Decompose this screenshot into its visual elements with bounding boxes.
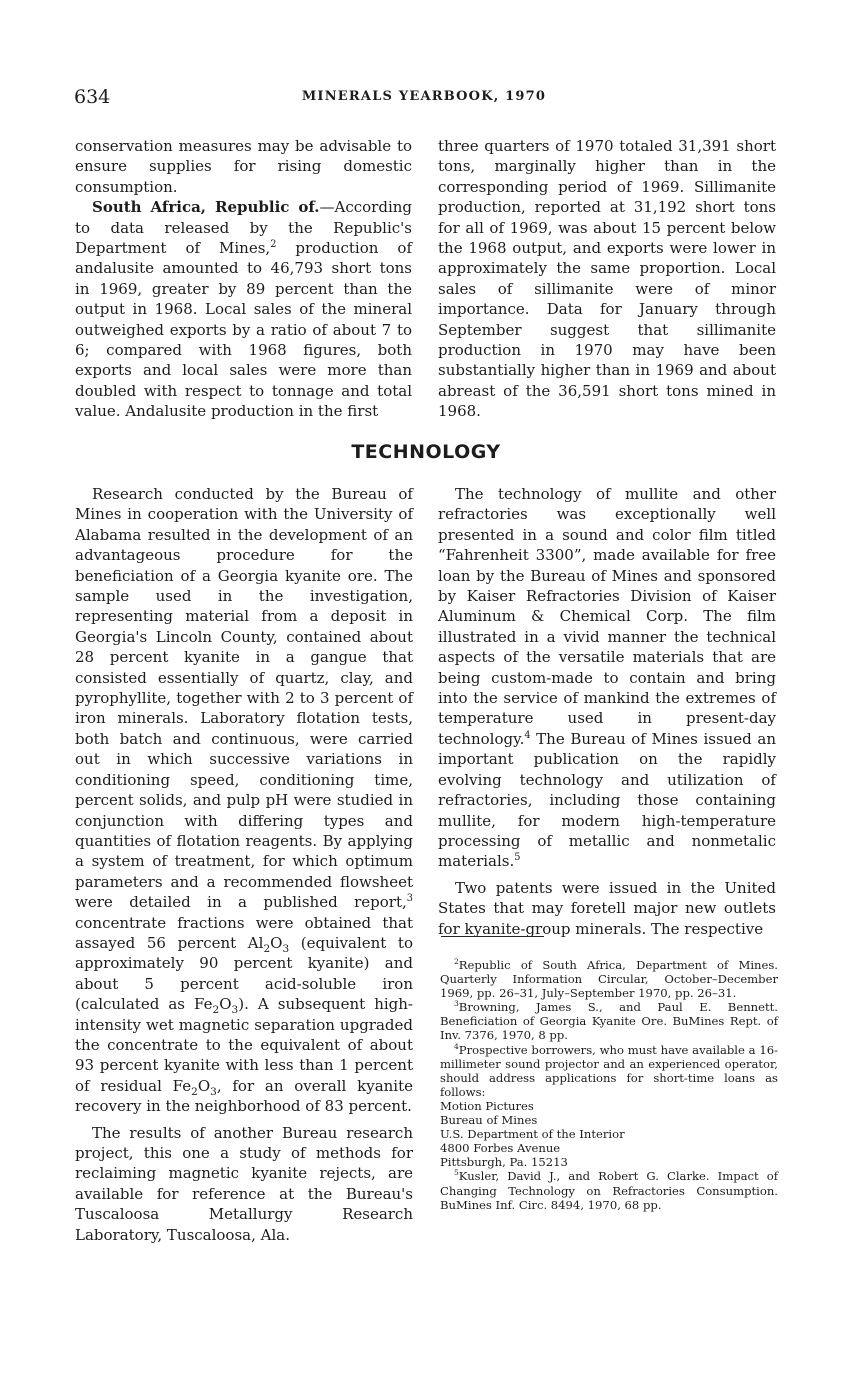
page-number: 634 [74,86,111,108]
paragraph: conservation measures may be advisable to ensure supplies for rising domestic consumption. [75,137,412,196]
paragraph-research: Research conducted by the Bureau of Mines in cooperation with the University of Alabama resulted in the development of an advantageous procedure for the beneficiation of a Georgia kyanite ore. The sample used in the investigation, representing material from a deposit in Georgia's Lincoln County, contained about 28 percent kyanite in a gangue that consisted essentially of quartz, clay, and pyrophyllite, together with 2 to 3 percent of iron minerals. Laboratory flotation tests, both batch and continuous, were carried out in which successive variations in conditioning speed, conditioning time, percent solids, and pulp pH were studied in conjunction with differing types and quantities of flotation reagents. By applying a system of treatment, for which optimum parameters and a recommended flowsheet were detailed in a published report,$^3$ concentrate fractions were obtained that assayed 56 percent $Al_2O_3$ (equivalent to approximately 90 percent kyanite) and about 5 percent acid-soluble iron (calculated as $Fe_2O_3$). A subsequent high-intensity wet magnetic separation upgraded the concentrate to the equivalent of about 93 percent kyanite with less than 1 percent of residual $Fe_2O_3$, for an overall kyanite recovery in the neighborhood of 83 percent. [75,485,413,1116]
address-line: Bureau of Mines [440,1113,538,1128]
footnote-rule [441,936,544,937]
top-left-column [75,136,412,422]
footnote-5: $^5$Kusler, David J., and Robert G. Clarke. Impact of Changing Technology on Refractories Consumption. BuMines Inf. Circ. 8494, 1970, 68 pp. [440,1168,778,1212]
section-heading: TECHNOLOGY [351,441,501,463]
top-right-column [438,136,776,422]
bottom-left-column [75,484,413,1245]
footnote-3: $^3$Browning, James S., and Paul E. Bennett. Beneficiation of Georgia Kyanite Ore. BuMines Rept. of Inv. 7376, 1970, 8 pp. [440,999,778,1043]
footnote-ref: 5 [514,852,521,864]
footnote-4: $^4$Prospective borrowers, who must have available a 16-millimeter sound projector and an experienced operator, should address applications for short-time loans as follows: [440,1041,778,1099]
paragraph: three quarters of 1970 totaled 31,391 short tons, marginally higher than in the corresponding period of 1969. Sillimanite production, reported at 31,192 short tons for all of 1969, was about 15 percent below the 1968 output, and exports were lower in approximately the same proportion. Local sales of sillimanite were of minor importance. Data for January through September suggest that sillimanite production in 1970 may have been substantially higher than in 1969 and about abreast of the 36,591 short tons mined in 1968. [438,137,776,421]
footnote-ref: 3 [406,893,413,905]
address-line: Motion Pictures [440,1098,534,1113]
footnote-ref: 4 [524,729,531,741]
footnote-2: $^2$Republic of South Africa, Department of Mines. Quarterly Information Circular, October–December 1969, pp. 26–31, July–September 1970, pp. 26–31. [440,957,778,1001]
footnotes [440,958,778,1212]
paragraph-south-africa: South Africa, Republic of.—According to data released by the Republic's Department of Mines,$^2$ production of andalusite amounted to 46,793 short tons in 1969, greater by 89 percent than the output in 1968. Local sales of the mineral outweighed exports by a ratio of about 7 to 6; compared with 1968 figures, both exports and local sales were more than doubled with respect to tonnage and total value. Andalusite production in the first [75,198,413,421]
address-line: U.S. Department of the Interior [440,1127,625,1142]
address-line: 4800 Forbes Avenue [440,1141,561,1156]
bottom-right-column [438,484,776,939]
footnote-ref: 2 [270,239,277,251]
run-in-heading: South Africa, Republic of. [92,198,320,217]
paragraph-reclaiming: The results of another Bureau research project, this one a study of methods for reclaiming magnetic kyanite rejects, are available for reference at the Bureau's Tuscaloosa Metallurgy Research Laboratory, Tuscaloosa, Ala. [75,1123,413,1244]
running-title: MINERALS YEARBOOK, 1970 [301,89,547,104]
address-line: Pittsburgh, Pa. 15213 [440,1155,568,1170]
paragraph-patents: Two patents were issued in the United States that may foretell major new outlets for kyanite-group minerals. The respective [438,878,776,938]
paragraph-mullite: The technology of mullite and other refractories was exceptionally well presented in a sound and color film titled “Fahrenheit 3300”, made available for free loan by the Bureau of Mines and sponsored by Kaiser Refractories Division of Kaiser Aluminum & Chemical Corp. The film illustrated in a vivid manner the technical aspects of the versatile materials that are being custom-made to contain and bring into the service of mankind the extremes of temperature used in present-day technology.$^4$ The Bureau of Mines issued an important publication on the rapidly evolving technology and utilization of refractories, including those containing mullite, for modern high-temperature processing of metallic and nonmetalic materials.$^5$ [438,485,776,871]
